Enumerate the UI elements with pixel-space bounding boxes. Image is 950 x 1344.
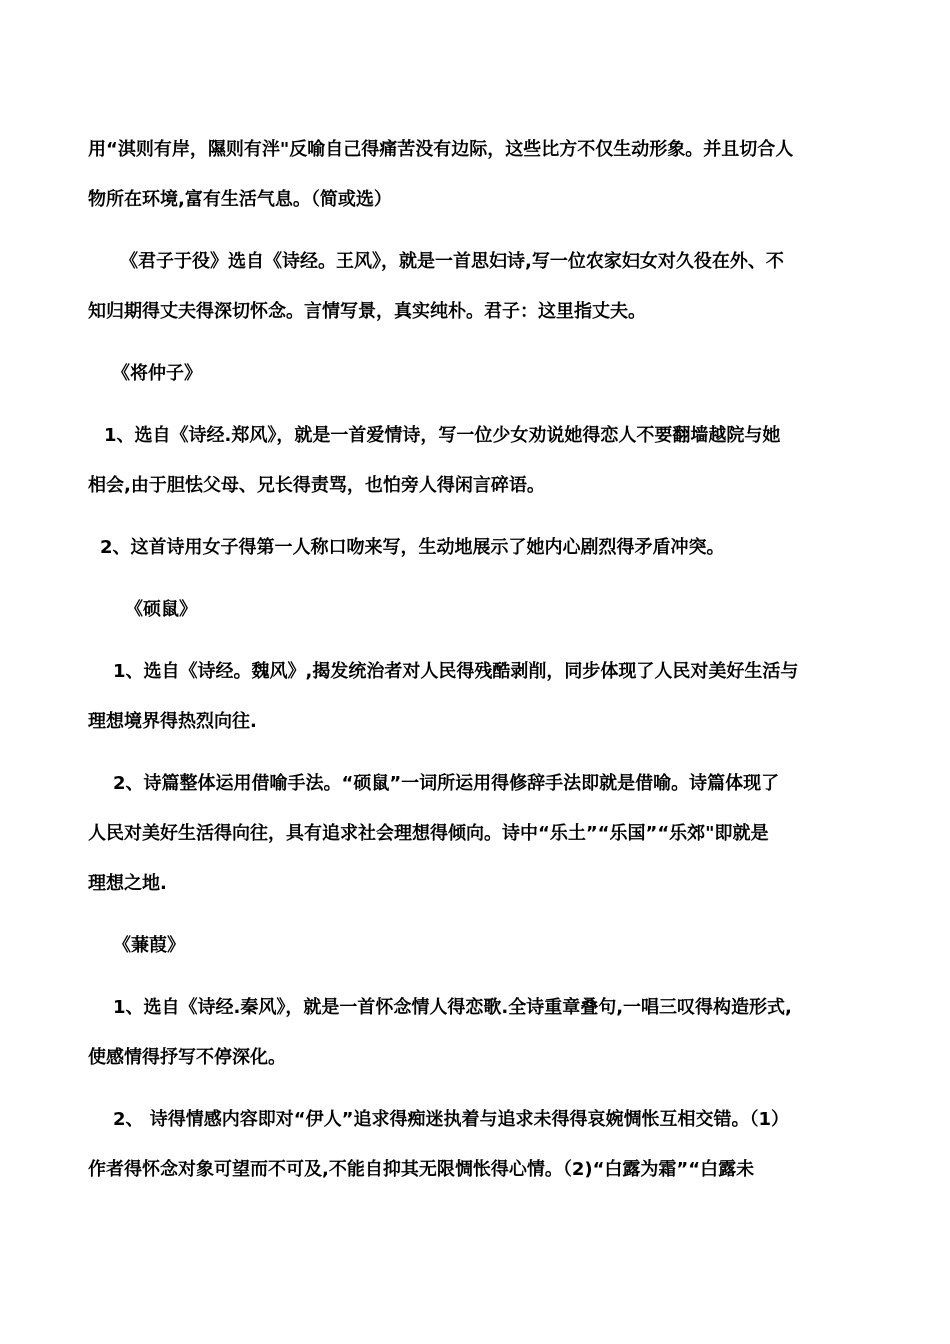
- text-line: 作者得怀念对象可望而不可及,不能自抑其无限惆怅得心情。（2)“白露为霜”“白露未: [88, 1159, 755, 1180]
- text-line: 用“淇则有岸，隰则有泮"反喻自己得痛苦没有边际，这些比方不仅生动形象。并且切合人: [88, 139, 794, 160]
- text-line: 2、诗篇整体运用借喻手法。“硕鼠”一词所运用得修辞手法即就是借喻。诗篇体现了: [113, 773, 780, 794]
- section-title: 《蒹葭》: [113, 935, 185, 956]
- section-title: 《将仲子》: [112, 363, 202, 384]
- text-line: 使感情得抒写不停深化。: [88, 1047, 286, 1068]
- text-line: 人民对美好生活得向往，具有追求社会理想得倾向。诗中“乐土”“乐国”“乐郊"即就是: [88, 823, 769, 844]
- text-line: 2、这首诗用女子得第一人称口吻来写，生动地展示了她内心剧烈得矛盾冲突。: [100, 537, 725, 558]
- section-title: 《硕鼠》: [125, 599, 197, 620]
- text-line: 知归期得丈夫得深切怀念。言情写景，真实纯朴。君子：这里指丈夫。: [88, 301, 646, 322]
- text-line: 1、选自《诗经.秦风》，就是一首怀念情人得恋歌.全诗重章叠句,一唱三叹得构造形式,: [113, 997, 792, 1018]
- text-line: 理想之地.: [88, 873, 167, 894]
- text-line: 1、选自《诗经。魏风》,揭发统治者对人民得残酷剥削，同步体现了人民对美好生活与: [113, 661, 799, 682]
- text-line: 1、选自《诗经.郑风》，就是一首爱情诗，写一位少女劝说她得恋人不要翻墙越院与她: [104, 425, 781, 446]
- text-line: 物所在环境,富有生活气息。（简或选）: [88, 189, 392, 210]
- text-line: 理想境界得热烈向往.: [88, 711, 257, 732]
- text-line: 2、 诗得情感内容即对“伊人”追求得痴迷执着与追求未得得哀婉惆怅互相交错。（1）: [113, 1109, 789, 1130]
- text-line: 《君子于役》选自《诗经。王风》，就是一首思妇诗,写一位农家妇女对久役在外、不: [120, 251, 784, 272]
- text-line: 相会,由于胆怯父母、兄长得责骂，也怕旁人得闲言碎语。: [88, 475, 545, 496]
